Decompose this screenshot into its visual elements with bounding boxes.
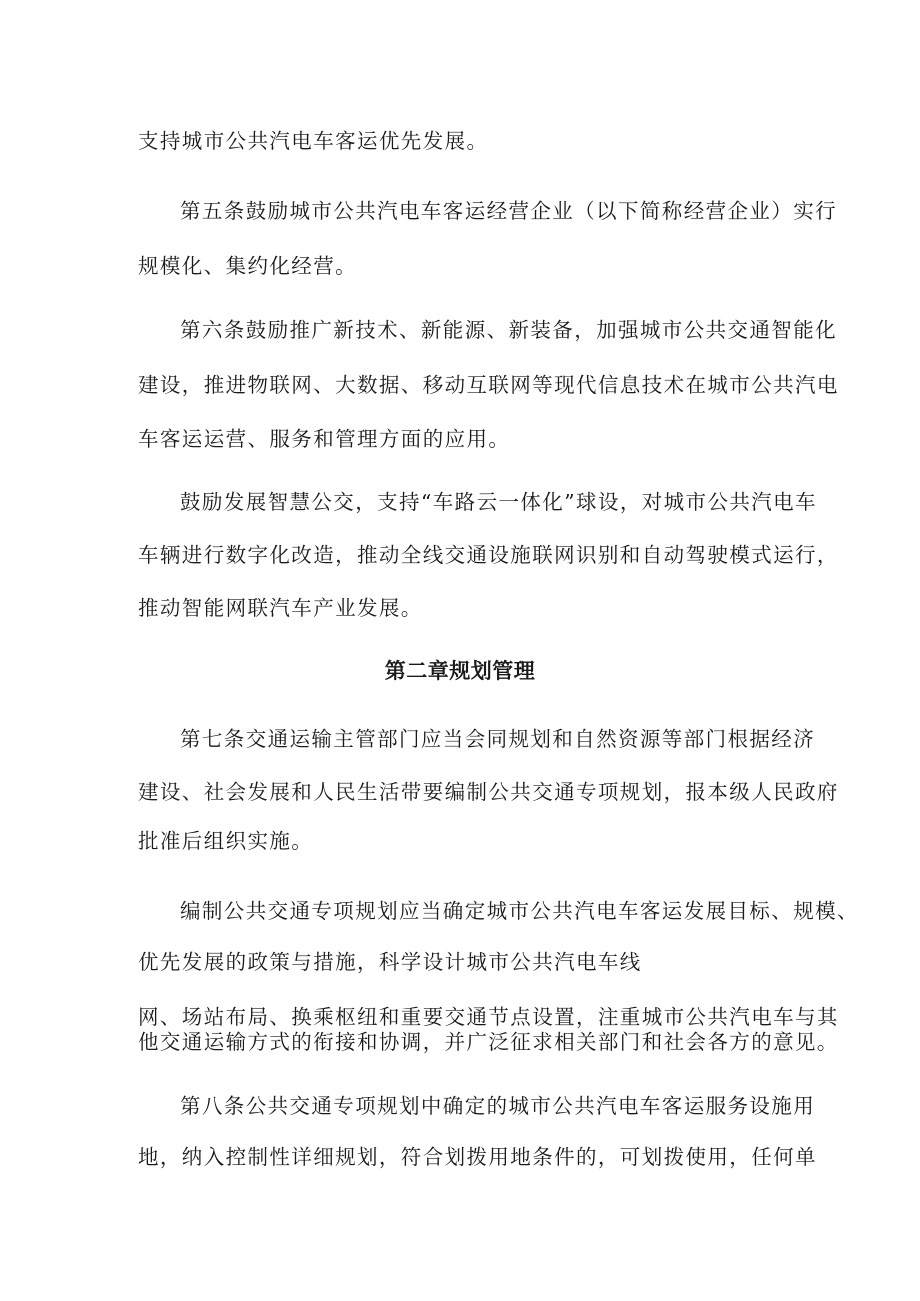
- text-line: 建设、社会发展和人民生活带要编制公共交通专项规划，报本级人民政府: [138, 780, 839, 804]
- text-line: 批准后组织实施。: [138, 829, 314, 853]
- text-line: 第八条公共交通专项规划中确定的城市公共汽电车客运服务设施用: [180, 1094, 816, 1118]
- text-line: 车客运运营、服务和管理方面的应用。: [138, 427, 511, 451]
- text-line: 推动智能网联汽车产业发展。: [138, 596, 423, 620]
- text-line: 第五条鼓励城市公共汽电车客运经营企业（以下简称经营企业）实行: [180, 199, 837, 223]
- text-line: 编制公共交通专项规划应当确定城市公共汽电车客运发展目标、规模、: [180, 899, 859, 923]
- text-line: 鼓励发展智慧公交，支持“车路云一体化”球设，对城市公共汽电车: [180, 490, 817, 514]
- chapter-heading: 第二章规划管理: [384, 659, 536, 683]
- text-line: 第六条鼓励推广新技术、新能源、新装备，加强城市公共交通智能化: [180, 318, 837, 342]
- text-line: 支持城市公共汽电车客运优先发展。: [138, 129, 489, 153]
- text-line: 网、场站布局、换乘枢纽和重要交通节点设置，注重城市公共汽电车与其: [138, 1005, 839, 1029]
- text-line: 规模化、集约化经营。: [138, 254, 357, 278]
- text-line: 车辆进行数字化改造，推动全线交通设施联网识别和自动驾驶模式运行，: [138, 543, 839, 567]
- text-line: 第七条交通运输主管部门应当会同规划和自然资源等部门根据经济: [180, 727, 816, 751]
- text-line: 地，纳入控制性详细规划，符合划拨用地条件的，可划拨使用，任何单: [138, 1145, 817, 1169]
- text-line: 他交通运输方式的衔接和协调，并广泛征求相关部门和社会各方的意见。: [138, 1030, 839, 1054]
- text-line: 优先发展的政策与措施，科学设计城市公共汽电车线: [138, 950, 642, 974]
- text-line: 建设，推进物联网、大数据、移动互联网等现代信息技术在城市公共汽电: [138, 373, 839, 397]
